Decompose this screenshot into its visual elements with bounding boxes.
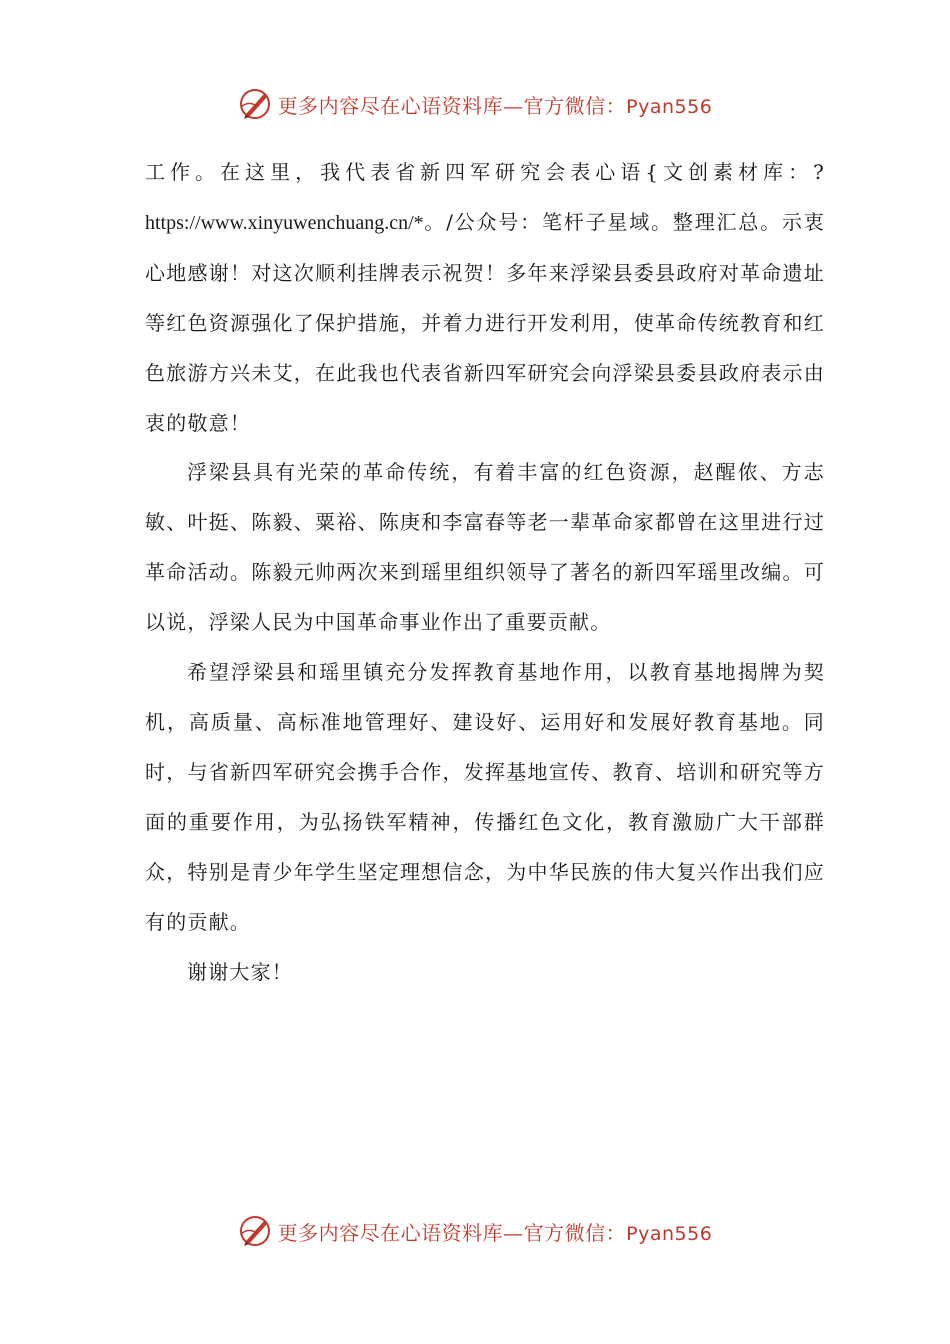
header-banner [0,84,950,124]
footer-banner [0,1211,950,1251]
paragraph-closing: 谢谢大家！ [187,959,293,984]
paragraph-3: 希望浮梁县和瑶里镇充分发挥教育基地作用，以教育基地揭牌为契机，高质量、高标准地管理好、建设好、运用好和发展好教育基地。同时，与省新四军研究会携手合作，发挥基地宣传、教育、培训和研究等方面的重要作用，为弘扬铁军精神，传播红色文化，教育激励广大干部群众，特别是青少年学生坚定理想信念，为中华民族的伟大复兴作出我们应有的贡献。 [145,660,825,934]
paragraph-2: 浮梁县具有光荣的革命传统，有着丰富的红色资源，赵醒侬、方志敏、叶挺、陈毅、粟裕、陈庚和李富春等老一辈革命家都曾在这里进行过革命活动。陈毅元帅两次来到瑶里组织领导了著名的新四军瑶里改编。可以说，浮梁人民为中国革命事业作出了重要贡献。 [145,460,825,635]
source-url: https://www.xinyuwenchuang.cn/* [145,211,424,234]
pen-logo-icon [238,1214,272,1248]
pen-logo-icon [238,87,272,121]
banner-text: 更多内容尽在心语资料库—官方微信： [277,1220,627,1245]
wechat-id: Pyan556 [626,95,713,118]
banner-text: 更多内容尽在心语资料库—官方微信： [277,93,627,118]
document-body [145,148,825,997]
paragraph-1: 工作。在这里，我代表省新四军研究会表心语{文创素材库：?https://www.xinyuwenchuang.cn/*。/公众号：笔杆子星域。整理汇总。示衷心地感谢！对这次顺利挂牌表示祝贺！多年来浮梁县委县政府对革命遗址等红色资源强化了保护措施，并着力进行开发利用，使革命传统教育和红色旅游方兴未艾，在此我也代表省新四军研究会向浮梁县委县政府表示由衷的敬意！ [145,160,825,435]
wechat-id: Pyan556 [626,1222,713,1245]
